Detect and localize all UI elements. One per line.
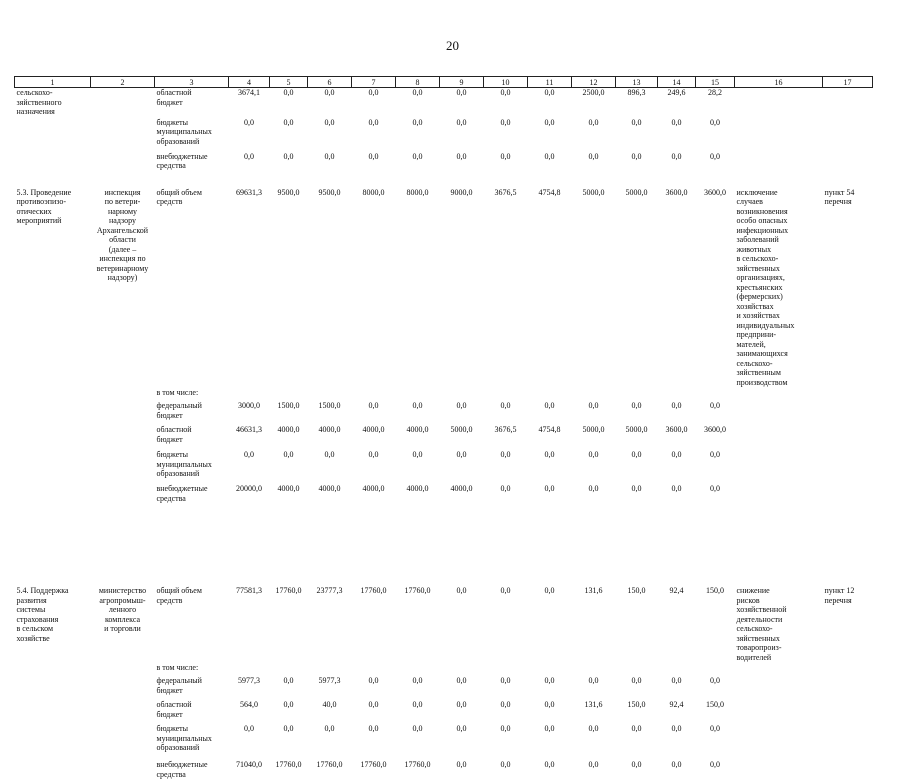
value-cell: 0,0	[396, 152, 440, 174]
budget-table	[14, 76, 873, 784]
value-cell	[484, 663, 528, 676]
value-cell: 0,0	[658, 118, 696, 152]
value-cell: 0,0	[396, 450, 440, 484]
table-row	[15, 88, 873, 118]
value-cell: 4000,0	[270, 425, 308, 450]
value-cell: 0,0	[696, 450, 735, 484]
value-cell	[270, 388, 308, 401]
value-cell: 0,0	[484, 118, 528, 152]
value-cell: 0,0	[308, 152, 352, 174]
value-cell: 0,0	[440, 676, 484, 700]
activity-cell	[15, 152, 91, 174]
value-cell: 8000,0	[352, 188, 396, 389]
value-cell: 0,0	[696, 152, 735, 174]
executor-cell	[91, 484, 155, 586]
column-number-10: 10	[484, 77, 528, 88]
column-number-15: 15	[696, 77, 735, 88]
value-cell	[396, 663, 440, 676]
value-cell: 0,0	[484, 724, 528, 760]
value-cell: 0,0	[572, 118, 616, 152]
value-cell: 1500,0	[308, 401, 352, 425]
value-cell: 5000,0	[572, 425, 616, 450]
value-cell: 0,0	[352, 88, 396, 118]
value-cell	[572, 388, 616, 401]
activity-cell	[15, 118, 91, 152]
value-cell	[229, 663, 270, 676]
value-cell: 0,0	[616, 450, 658, 484]
value-cell: 150,0	[616, 700, 658, 724]
value-cell: 0,0	[440, 586, 484, 663]
value-cell	[572, 663, 616, 676]
value-cell: 9000,0	[440, 188, 484, 389]
reference-cell	[823, 88, 873, 118]
column-number-7: 7	[352, 77, 396, 88]
table-row	[15, 663, 873, 676]
table-row	[15, 760, 873, 784]
value-cell: 0,0	[352, 152, 396, 174]
value-cell: 0,0	[696, 676, 735, 700]
value-cell: 4754,8	[528, 188, 572, 389]
reference-cell	[823, 388, 873, 401]
reference-cell	[823, 484, 873, 586]
value-cell: 150,0	[696, 586, 735, 663]
value-cell	[440, 663, 484, 676]
reference-cell: пункт 12 перечня	[823, 586, 873, 663]
executor-cell	[91, 401, 155, 425]
value-cell: 0,0	[484, 676, 528, 700]
value-cell: 0,0	[352, 118, 396, 152]
funding-source-cell: в том числе:	[155, 663, 229, 676]
executor-cell	[91, 425, 155, 450]
value-cell: 3600,0	[658, 425, 696, 450]
executor-cell	[91, 152, 155, 174]
table-row	[15, 724, 873, 760]
value-cell	[308, 663, 352, 676]
value-cell: 0,0	[616, 484, 658, 586]
value-cell: 0,0	[658, 676, 696, 700]
value-cell: 17760,0	[270, 586, 308, 663]
value-cell: 0,0	[528, 88, 572, 118]
outcome-cell	[735, 450, 823, 484]
value-cell: 17760,0	[270, 760, 308, 784]
value-cell: 0,0	[396, 676, 440, 700]
value-cell: 0,0	[528, 700, 572, 724]
value-cell: 0,0	[308, 88, 352, 118]
value-cell: 150,0	[696, 700, 735, 724]
value-cell: 0,0	[616, 118, 658, 152]
value-cell: 20000,0	[229, 484, 270, 586]
value-cell: 17760,0	[396, 760, 440, 784]
outcome-cell	[735, 118, 823, 152]
value-cell: 0,0	[616, 676, 658, 700]
value-cell: 0,0	[484, 700, 528, 724]
section-gap	[15, 174, 873, 188]
column-number-4: 4	[229, 77, 270, 88]
value-cell: 0,0	[528, 760, 572, 784]
value-cell: 40,0	[308, 700, 352, 724]
executor-cell	[91, 700, 155, 724]
value-cell: 0,0	[440, 152, 484, 174]
activity-cell	[15, 401, 91, 425]
activity-cell	[15, 760, 91, 784]
value-cell	[352, 388, 396, 401]
value-cell: 0,0	[270, 676, 308, 700]
value-cell: 0,0	[270, 450, 308, 484]
value-cell: 0,0	[440, 700, 484, 724]
outcome-cell	[735, 484, 823, 586]
value-cell: 4000,0	[396, 484, 440, 586]
value-cell: 5977,3	[308, 676, 352, 700]
value-cell: 0,0	[308, 724, 352, 760]
table-row	[15, 484, 873, 586]
executor-cell	[91, 388, 155, 401]
value-cell: 0,0	[696, 118, 735, 152]
funding-source-cell: бюджеты муниципальных образований	[155, 450, 229, 484]
value-cell	[696, 388, 735, 401]
funding-source-cell: бюджеты муниципальных образований	[155, 118, 229, 152]
value-cell: 77581,3	[229, 586, 270, 663]
value-cell: 0,0	[528, 484, 572, 586]
executor-cell	[91, 450, 155, 484]
value-cell: 17760,0	[308, 760, 352, 784]
value-cell	[484, 388, 528, 401]
value-cell: 0,0	[396, 118, 440, 152]
value-cell: 3676,5	[484, 188, 528, 389]
value-cell: 0,0	[270, 724, 308, 760]
activity-cell: сельскохо- зяйственного назначения	[15, 88, 91, 118]
value-cell: 0,0	[484, 152, 528, 174]
executor-cell	[91, 760, 155, 784]
value-cell: 9500,0	[308, 188, 352, 389]
outcome-cell	[735, 676, 823, 700]
value-cell: 3676,5	[484, 425, 528, 450]
value-cell: 0,0	[396, 700, 440, 724]
value-cell: 0,0	[528, 586, 572, 663]
activity-cell	[15, 724, 91, 760]
value-cell: 0,0	[352, 401, 396, 425]
funding-source-cell: областной бюджет	[155, 700, 229, 724]
executor-cell	[91, 118, 155, 152]
reference-cell	[823, 724, 873, 760]
table-row	[15, 425, 873, 450]
column-number-17: 17	[823, 77, 873, 88]
table-row	[15, 401, 873, 425]
funding-source-cell: внебюджетные средства	[155, 484, 229, 586]
funding-source-cell: внебюджетные средства	[155, 152, 229, 174]
value-cell: 4000,0	[352, 425, 396, 450]
value-cell: 0,0	[658, 724, 696, 760]
reference-cell	[823, 700, 873, 724]
executor-cell	[91, 676, 155, 700]
table-row	[15, 118, 873, 152]
outcome-cell	[735, 724, 823, 760]
column-number-2: 2	[91, 77, 155, 88]
value-cell: 92,4	[658, 586, 696, 663]
value-cell: 249,6	[658, 88, 696, 118]
value-cell: 5000,0	[616, 188, 658, 389]
funding-source-cell: областной бюджет	[155, 425, 229, 450]
value-cell: 0,0	[396, 724, 440, 760]
value-cell: 4754,8	[528, 425, 572, 450]
value-cell: 0,0	[440, 724, 484, 760]
value-cell: 5977,3	[229, 676, 270, 700]
column-number-6: 6	[308, 77, 352, 88]
value-cell: 0,0	[308, 118, 352, 152]
value-cell: 0,0	[352, 450, 396, 484]
executor-cell	[91, 724, 155, 760]
activity-cell	[15, 700, 91, 724]
funding-source-cell: общий объем средств	[155, 586, 229, 663]
activity-cell	[15, 425, 91, 450]
value-cell	[229, 388, 270, 401]
value-cell: 0,0	[528, 724, 572, 760]
value-cell	[658, 388, 696, 401]
value-cell: 0,0	[572, 724, 616, 760]
column-number-12: 12	[572, 77, 616, 88]
value-cell	[528, 663, 572, 676]
activity-cell	[15, 484, 91, 586]
value-cell: 0,0	[696, 484, 735, 586]
table-row	[15, 586, 873, 663]
value-cell: 0,0	[352, 700, 396, 724]
value-cell: 0,0	[440, 450, 484, 484]
value-cell: 0,0	[484, 401, 528, 425]
value-cell: 0,0	[658, 450, 696, 484]
value-cell: 0,0	[572, 401, 616, 425]
reference-cell	[823, 663, 873, 676]
value-cell: 3600,0	[658, 188, 696, 389]
value-cell: 0,0	[528, 401, 572, 425]
value-cell: 5000,0	[616, 425, 658, 450]
value-cell	[308, 388, 352, 401]
value-cell: 0,0	[572, 152, 616, 174]
funding-source-cell: бюджеты муниципальных образований	[155, 724, 229, 760]
outcome-cell	[735, 760, 823, 784]
column-number-16: 16	[735, 77, 823, 88]
value-cell: 0,0	[616, 724, 658, 760]
value-cell: 4000,0	[308, 484, 352, 586]
column-number-13: 13	[616, 77, 658, 88]
value-cell: 0,0	[229, 118, 270, 152]
value-cell: 0,0	[440, 760, 484, 784]
value-cell: 4000,0	[352, 484, 396, 586]
value-cell: 17760,0	[352, 586, 396, 663]
value-cell: 5000,0	[572, 188, 616, 389]
value-cell: 0,0	[696, 724, 735, 760]
reference-cell: пункт 54 перечня	[823, 188, 873, 389]
value-cell: 9500,0	[270, 188, 308, 389]
value-cell: 0,0	[696, 760, 735, 784]
outcome-cell	[735, 388, 823, 401]
value-cell: 0,0	[616, 760, 658, 784]
value-cell	[696, 663, 735, 676]
value-cell: 28,2	[696, 88, 735, 118]
value-cell: 0,0	[528, 676, 572, 700]
value-cell: 564,0	[229, 700, 270, 724]
value-cell	[616, 663, 658, 676]
value-cell: 0,0	[229, 450, 270, 484]
value-cell: 0,0	[229, 152, 270, 174]
value-cell: 0,0	[352, 724, 396, 760]
value-cell: 0,0	[572, 450, 616, 484]
value-cell: 0,0	[352, 676, 396, 700]
value-cell	[270, 663, 308, 676]
activity-cell	[15, 676, 91, 700]
value-cell: 2500,0	[572, 88, 616, 118]
value-cell: 896,3	[616, 88, 658, 118]
value-cell	[396, 388, 440, 401]
column-number-11: 11	[528, 77, 572, 88]
value-cell: 0,0	[270, 88, 308, 118]
reference-cell	[823, 118, 873, 152]
value-cell: 0,0	[484, 450, 528, 484]
value-cell: 0,0	[616, 152, 658, 174]
table-row	[15, 188, 873, 389]
reference-cell	[823, 401, 873, 425]
activity-cell	[15, 663, 91, 676]
value-cell: 0,0	[484, 484, 528, 586]
reference-cell	[823, 676, 873, 700]
executor-cell	[91, 88, 155, 118]
table-row	[15, 700, 873, 724]
value-cell	[440, 388, 484, 401]
value-cell: 0,0	[616, 401, 658, 425]
reference-cell	[823, 152, 873, 174]
value-cell: 0,0	[658, 152, 696, 174]
value-cell: 131,6	[572, 700, 616, 724]
value-cell: 0,0	[308, 450, 352, 484]
value-cell: 4000,0	[396, 425, 440, 450]
value-cell: 0,0	[528, 450, 572, 484]
value-cell: 5000,0	[440, 425, 484, 450]
value-cell: 0,0	[528, 118, 572, 152]
value-cell: 3674,1	[229, 88, 270, 118]
reference-cell	[823, 760, 873, 784]
outcome-cell	[735, 663, 823, 676]
value-cell: 0,0	[270, 118, 308, 152]
value-cell: 8000,0	[396, 188, 440, 389]
page-number: 20	[0, 38, 905, 54]
reference-cell	[823, 425, 873, 450]
activity-cell: 5.4. Поддержка развития системы страхования в сельском хозяйстве	[15, 586, 91, 663]
activity-cell	[15, 450, 91, 484]
outcome-cell: снижение рисков хозяйственной деятельности сельскохо- зяйственных товаропроиз- водителей	[735, 586, 823, 663]
value-cell: 131,6	[572, 586, 616, 663]
table-row	[15, 450, 873, 484]
activity-cell: 5.3. Проведение противоэпизо- отических мероприятий	[15, 188, 91, 389]
funding-source-cell: в том числе:	[155, 388, 229, 401]
outcome-cell	[735, 700, 823, 724]
value-cell: 46631,3	[229, 425, 270, 450]
reference-cell	[823, 450, 873, 484]
value-cell: 0,0	[396, 88, 440, 118]
value-cell: 0,0	[229, 724, 270, 760]
value-cell: 4000,0	[308, 425, 352, 450]
table-body	[15, 88, 873, 784]
value-cell: 0,0	[440, 401, 484, 425]
funding-source-cell: областной бюджет	[155, 88, 229, 118]
value-cell: 0,0	[484, 586, 528, 663]
executor-cell: инспекция по ветери- нарному надзору Архангельской области (далее – инспекция по ветеринарному надзору)	[91, 188, 155, 389]
outcome-cell	[735, 401, 823, 425]
table-row	[15, 388, 873, 401]
value-cell: 0,0	[528, 152, 572, 174]
value-cell	[352, 663, 396, 676]
outcome-cell	[735, 88, 823, 118]
table-row	[15, 152, 873, 174]
gap-cell	[15, 174, 873, 188]
column-number-1: 1	[15, 77, 91, 88]
value-cell: 0,0	[484, 88, 528, 118]
outcome-cell	[735, 152, 823, 174]
value-cell: 92,4	[658, 700, 696, 724]
value-cell: 4000,0	[270, 484, 308, 586]
column-numbers-row	[15, 77, 873, 88]
funding-source-cell: общий объем средств	[155, 188, 229, 389]
value-cell: 3000,0	[229, 401, 270, 425]
value-cell: 17760,0	[352, 760, 396, 784]
value-cell: 0,0	[440, 118, 484, 152]
value-cell: 17760,0	[396, 586, 440, 663]
executor-cell	[91, 663, 155, 676]
funding-source-cell: федеральный бюджет	[155, 401, 229, 425]
value-cell: 69631,3	[229, 188, 270, 389]
value-cell: 0,0	[658, 484, 696, 586]
value-cell: 0,0	[572, 484, 616, 586]
column-number-14: 14	[658, 77, 696, 88]
outcome-cell	[735, 425, 823, 450]
value-cell: 0,0	[696, 401, 735, 425]
value-cell: 0,0	[484, 760, 528, 784]
value-cell: 0,0	[440, 88, 484, 118]
column-number-9: 9	[440, 77, 484, 88]
value-cell: 71040,0	[229, 760, 270, 784]
value-cell: 3600,0	[696, 425, 735, 450]
value-cell: 150,0	[616, 586, 658, 663]
value-cell: 0,0	[572, 676, 616, 700]
executor-cell: министерство агропромыш- ленного комплекса и торговли	[91, 586, 155, 663]
value-cell: 0,0	[396, 401, 440, 425]
funding-source-cell: внебюджетные средства	[155, 760, 229, 784]
outcome-cell: исключение случаев возникновения особо опасных инфекционных заболеваний животных в сельскохо- зяйственных организациях, крестьянских (фермерских) хозяйствах и хозяйствах индивидуальных предприни- мателей, занимающихся сельскохо- зяйственным производством	[735, 188, 823, 389]
value-cell: 3600,0	[696, 188, 735, 389]
value-cell	[658, 663, 696, 676]
funding-source-cell: федеральный бюджет	[155, 676, 229, 700]
value-cell	[616, 388, 658, 401]
value-cell: 4000,0	[440, 484, 484, 586]
value-cell: 0,0	[270, 700, 308, 724]
value-cell: 0,0	[658, 401, 696, 425]
value-cell: 0,0	[270, 152, 308, 174]
value-cell: 23777,3	[308, 586, 352, 663]
value-cell: 0,0	[658, 760, 696, 784]
column-number-3: 3	[155, 77, 229, 88]
value-cell	[528, 388, 572, 401]
column-number-5: 5	[270, 77, 308, 88]
value-cell: 0,0	[572, 760, 616, 784]
activity-cell	[15, 388, 91, 401]
value-cell: 1500,0	[270, 401, 308, 425]
column-numbers-header	[15, 77, 873, 88]
table-row	[15, 676, 873, 700]
column-number-8: 8	[396, 77, 440, 88]
